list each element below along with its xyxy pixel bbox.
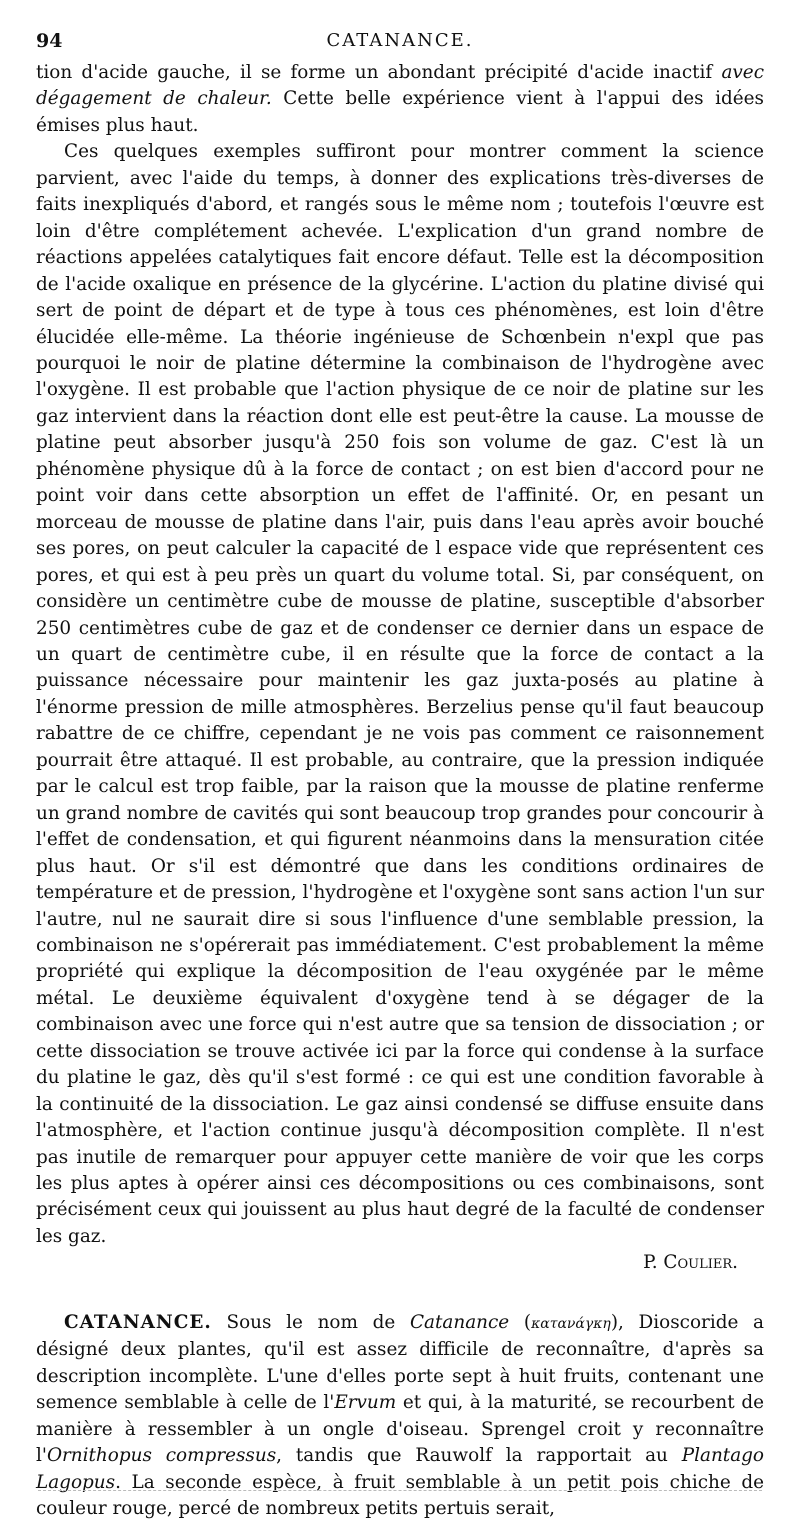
text-run: Cette belle expérience vient à l'appui des idées émises plus haut. xyxy=(36,88,764,136)
italic-run: Ervum xyxy=(334,1392,397,1414)
text-run: ( xyxy=(509,1311,532,1333)
entry-headword: CATANANCE. xyxy=(64,1311,212,1333)
signature-line xyxy=(36,1250,764,1276)
body-text xyxy=(36,60,764,1522)
running-head xyxy=(36,30,764,60)
text-run: et qui, à la maturité, se recourbent de manière à ressembler à un ongle d'oiseau. Sprengel croit y reconnaître l' xyxy=(36,1392,764,1467)
running-title: CATANANCE. xyxy=(326,30,474,51)
paragraph-continued xyxy=(36,60,764,139)
text-run: Sous le nom de xyxy=(211,1311,410,1333)
greek-term: κατανάγκη xyxy=(531,1315,611,1332)
text-run: , tandis que Rauwolf la rapportait au xyxy=(276,1445,682,1467)
author-signature: P. Coulier. xyxy=(643,1252,738,1274)
entry-separator xyxy=(36,1277,764,1310)
text-run: . La seconde espèce, à fruit semblable à un petit pois chiche de couleur rouge, percé de nombreux petits pertuis serait, xyxy=(36,1471,764,1520)
text-run: ), Dioscoride a désigné deux plantes, qu'il est assez difficile de reconnaître, d'après sa description incomplète. L'une d'elles porte sept à huit fruits, contenant une semence semblable à celle de l' xyxy=(36,1311,765,1414)
paragraph-catalysis: Ces quelques exemples suffiront pour montrer comment la science parvient, avec l'aide du temps, à donner des explications très-diverses de faits inexpliqués d'abord, et rangés sous le même nom ; toutefois l'œuvre est loin d'être complétement achevée. L'explication d'un grand nombre de réactions appelées catalytiques fait encore défaut. Telle est la décomposition de l'acide oxalique en présence de la glycérine. L'action du platine divisé qui sert de point de départ et de type à tous ces phénomènes, est loin d'être élucidée elle-même. La théorie ingénieuse de Schœnbein n'expl que pas pourquoi le noir de platine détermine la combinaison de l'hydrogène avec l'oxygène. Il est probable que l'action physique de ce noir de platine sur les gaz intervient dans la réaction dont elle est peut-être la cause. La mousse de platine peut absorber jusqu'à 250 fois son volume de gaz. C'est là un phénomène physique dû à la force de contact ; on est bien d'accord pour ne point voir dans cette absorption un effet de l'affinité. Or, en pesant un morceau de mousse de platine dans l'air, puis dans l'eau après avoir bouché ses pores, on peut calculer la capacité de l espace vide que représentent ces pores, et qui est à peu près un quart du volume total. Si, par conséquent, on considère un centimètre cube de mousse de platine, susceptible d'absorber 250 centimètres cube de gaz et de condenser ce dernier dans un espace de un quart de centimètre cube, il en résulte que la force de contact a la puissance nécessaire pour maintenir les gaz juxta-posés au platine à l'énorme pression de mille atmosphères. Berzelius pense qu'il faut beaucoup rabattre de ce chiffre, cependant je ne vois pas comment ce raisonnement pourrait être attaqué. Il est probable, au contraire, que la pression indiquée par le calcul est trop faible, par la raison que la mousse de platine renferme un grand nombre de cavités qui sont beaucoup trop grandes pour concourir à l'effet de condensation, et qui figurent néanmoins dans la mensuration citée plus haut. Or s'il est démontré que dans les conditions ordinaires de température et de pression, l'hydrogène et l'oxygène sont sans action l'un sur l'autre, nul ne saurait dire si sous l'influence d'une semblable pression, la combinaison ne s'opérerait pas immédiatement. C'est probablement la même propriété qui explique la décomposition de l'eau oxygénée par le même métal. Le deuxième équivalent d'oxygène tend à se dégager de la combinaison avec une force qui n'est autre que sa tension de dissociation ; or cette dissociation se trouve activée ici par la force qui condense à la surface du platine le gaz, dès qu'il s'est formé : ce qui est une condition favorable à la continuité de la dissociation. Le gaz ainsi condensé se diffuse ensuite dans l'atmosphère, et l'action continue jusqu'à décomposition complète. Il n'est pas inutile de remarquer pour appuyer cette manière de voir que les corps les plus aptes à opérer ainsi ces décompositions ou ces combinaisons, sont précisément ceux qui jouissent au plus haut degré de la faculté de condenser les gaz. xyxy=(36,141,764,1247)
text-run: tion d'acide gauche, il se forme un abondant précipité d'acide inactif xyxy=(36,62,722,83)
page-number: 94 xyxy=(36,30,63,52)
italic-run: Catanance xyxy=(409,1311,510,1333)
italic-run: Plantago Lagopus xyxy=(36,1445,764,1493)
italic-run: Ornithopus compressus xyxy=(46,1445,277,1467)
italic-run: avec dégagement de chaleur. xyxy=(36,62,764,110)
bottom-bleed-line xyxy=(38,1490,762,1491)
